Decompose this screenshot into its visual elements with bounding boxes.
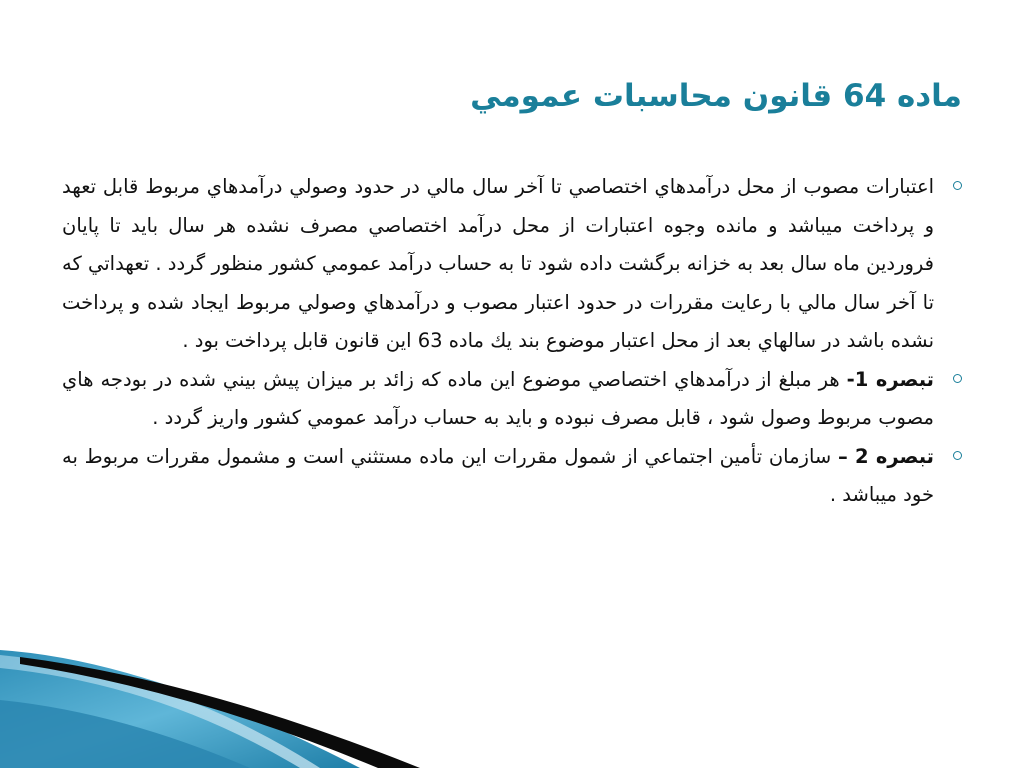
paragraph-text: اعتبارات مصوب از محل درآمدهاي اختصاصي تا آخر سال مالي در حدود وصولي درآمدهاي مربوط قابل تعهد و پرداخت ميباشد و مانده وجوه اعتبارات از محل درآمد اختصاصي مصرف نشده هر سال بايد تا پايان فروردين ماه سال بعد به خزانه برگشت داده شود تا به حساب درآمد عمومي كشور منظور گردد . تعهداتي كه تا آخر سال مالي با رعايت مقررات در حدود اعتبار مصوب و درآمدهاي وصولي مربوط ايجاد شده و پرداخت نشده باشد در سالهاي بعد از محل اعتبار موضوع بند يك ماده 63 اين قانون قابل پرداخت بود . <box>62 175 934 352</box>
paragraph-label: تبصره 1- <box>846 367 934 391</box>
paragraph-text: سازمان تأمين اجتماعي از شمول مقررات اين ماده مستثني است و مشمول مقررات مربوط به خود ميباشد . <box>62 444 934 506</box>
paragraph-label: تبصره 2 – <box>837 444 934 468</box>
paragraph-text: هر مبلغ از درآمدهاي اختصاصي موضوع اين ماده كه زائد بر ميزان پيش بيني شده در بودجه هاي مصوب مربوط وصول شود ، قابل مصرف نبوده و بايد به حساب درآمد عمومي كشور واريز گردد . <box>62 367 934 429</box>
slide-title: ماده 64 قانون محاسبات عمومي <box>470 78 962 114</box>
